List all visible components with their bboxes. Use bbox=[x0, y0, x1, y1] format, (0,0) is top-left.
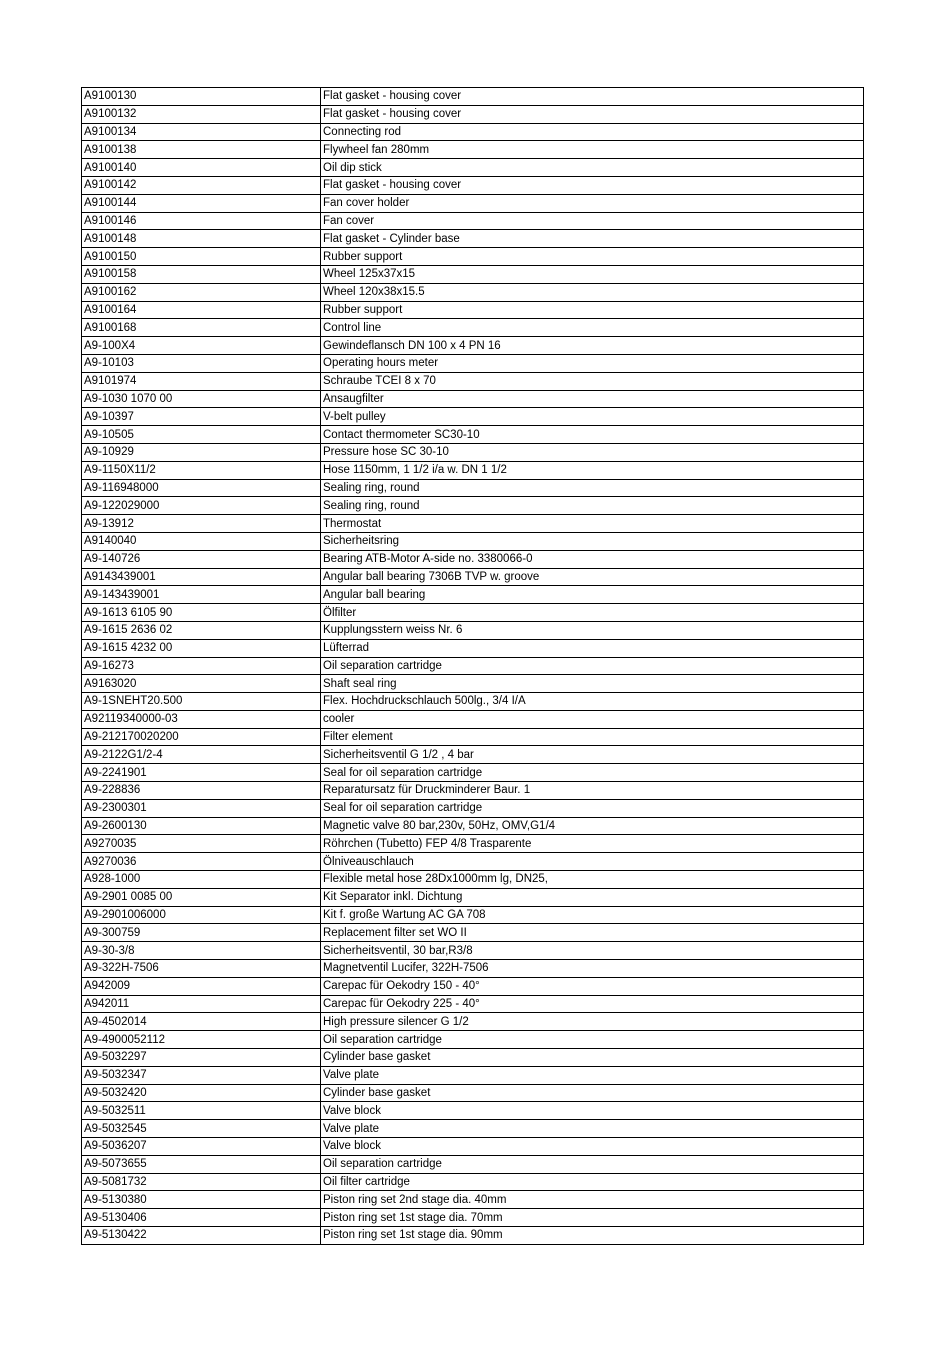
table-row bbox=[82, 604, 864, 622]
table-row bbox=[82, 390, 864, 408]
part-number-cell: A9100130 bbox=[82, 88, 321, 106]
part-description-cell: Valve block bbox=[321, 1138, 864, 1156]
part-description-cell: Seal for oil separation cartridge bbox=[321, 799, 864, 817]
table-row bbox=[82, 693, 864, 711]
part-number-cell: A9-4900052112 bbox=[82, 1031, 321, 1049]
part-number-cell: A9-116948000 bbox=[82, 479, 321, 497]
part-number-cell: A9-2901006000 bbox=[82, 906, 321, 924]
part-description-cell: High pressure silencer G 1/2 bbox=[321, 1013, 864, 1031]
part-description-cell: Shaft seal ring bbox=[321, 675, 864, 693]
part-description-cell: Valve plate bbox=[321, 1120, 864, 1138]
table-row bbox=[82, 728, 864, 746]
part-description-cell: Flex. Hochdruckschlauch 500lg., 3/4 I/A bbox=[321, 693, 864, 711]
table-row bbox=[82, 283, 864, 301]
table-row bbox=[82, 657, 864, 675]
part-description-cell: Rubber support bbox=[321, 248, 864, 266]
table-row bbox=[82, 1066, 864, 1084]
part-number-cell: A9-16273 bbox=[82, 657, 321, 675]
part-number-cell: A9-212170020200 bbox=[82, 728, 321, 746]
table-row bbox=[82, 764, 864, 782]
part-number-cell: A942009 bbox=[82, 977, 321, 995]
part-description-cell: Gewindeflansch DN 100 x 4 PN 16 bbox=[321, 337, 864, 355]
table-row bbox=[82, 1031, 864, 1049]
table-row bbox=[82, 159, 864, 177]
part-description-cell: Piston ring set 1st stage dia. 90mm bbox=[321, 1227, 864, 1245]
table-row bbox=[82, 515, 864, 533]
table-row bbox=[82, 176, 864, 194]
table-row bbox=[82, 88, 864, 106]
table-row bbox=[82, 746, 864, 764]
part-number-cell: A9-2241901 bbox=[82, 764, 321, 782]
part-description-cell: Oil filter cartridge bbox=[321, 1173, 864, 1191]
part-description-cell: Oil separation cartridge bbox=[321, 1155, 864, 1173]
part-number-cell: A9270035 bbox=[82, 835, 321, 853]
part-description-cell: Pressure hose SC 30-10 bbox=[321, 443, 864, 461]
part-number-cell: A9-1150X11/2 bbox=[82, 461, 321, 479]
part-number-cell: A9-5130422 bbox=[82, 1227, 321, 1245]
table-row bbox=[82, 817, 864, 835]
part-number-cell: A9101974 bbox=[82, 372, 321, 390]
part-number-cell: A9-300759 bbox=[82, 924, 321, 942]
part-description-cell: Oil separation cartridge bbox=[321, 1031, 864, 1049]
table-row bbox=[82, 1173, 864, 1191]
part-number-cell: A928-1000 bbox=[82, 871, 321, 889]
part-description-cell: Thermostat bbox=[321, 515, 864, 533]
part-number-cell: A9-10929 bbox=[82, 443, 321, 461]
part-number-cell: A9-10397 bbox=[82, 408, 321, 426]
table-row bbox=[82, 550, 864, 568]
table-row bbox=[82, 960, 864, 978]
part-description-cell: Schraube TCEI 8 x 70 bbox=[321, 372, 864, 390]
parts-table bbox=[81, 87, 864, 1245]
table-row bbox=[82, 1227, 864, 1245]
part-description-cell: Fan cover holder bbox=[321, 194, 864, 212]
part-description-cell: Oil separation cartridge bbox=[321, 657, 864, 675]
table-row bbox=[82, 532, 864, 550]
part-description-cell: Seal for oil separation cartridge bbox=[321, 764, 864, 782]
part-description-cell: Carepac für Oekodry 225 - 40° bbox=[321, 995, 864, 1013]
part-description-cell: Ansaugfilter bbox=[321, 390, 864, 408]
table-row bbox=[82, 942, 864, 960]
part-number-cell: A9-2600130 bbox=[82, 817, 321, 835]
part-description-cell: Magnetventil Lucifer, 322H-7506 bbox=[321, 960, 864, 978]
table-row bbox=[82, 871, 864, 889]
part-number-cell: A9270036 bbox=[82, 853, 321, 871]
part-description-cell: Flat gasket - housing cover bbox=[321, 88, 864, 106]
part-number-cell: A9100138 bbox=[82, 141, 321, 159]
table-row bbox=[82, 1084, 864, 1102]
table-row bbox=[82, 1209, 864, 1227]
table-row bbox=[82, 248, 864, 266]
parts-table-body bbox=[82, 88, 864, 1245]
part-number-cell: A9-2122G1/2-4 bbox=[82, 746, 321, 764]
table-row bbox=[82, 799, 864, 817]
part-number-cell: A9-5032297 bbox=[82, 1049, 321, 1067]
table-row bbox=[82, 888, 864, 906]
table-row bbox=[82, 639, 864, 657]
part-number-cell: A9140040 bbox=[82, 532, 321, 550]
part-description-cell: Angular ball bearing 7306B TVP w. groove bbox=[321, 568, 864, 586]
part-number-cell: A9-122029000 bbox=[82, 497, 321, 515]
table-row bbox=[82, 301, 864, 319]
part-description-cell: cooler bbox=[321, 710, 864, 728]
part-number-cell: A9-4502014 bbox=[82, 1013, 321, 1031]
part-description-cell: Kupplungsstern weiss Nr. 6 bbox=[321, 621, 864, 639]
table-row bbox=[82, 337, 864, 355]
table-row bbox=[82, 782, 864, 800]
part-number-cell: A9143439001 bbox=[82, 568, 321, 586]
part-description-cell: Sealing ring, round bbox=[321, 479, 864, 497]
table-row bbox=[82, 123, 864, 141]
part-number-cell: A9-5130380 bbox=[82, 1191, 321, 1209]
part-number-cell: A9-1030 1070 00 bbox=[82, 390, 321, 408]
part-description-cell: Sicherheitsring bbox=[321, 532, 864, 550]
part-description-cell: Flywheel fan 280mm bbox=[321, 141, 864, 159]
part-description-cell: V-belt pulley bbox=[321, 408, 864, 426]
table-row bbox=[82, 265, 864, 283]
table-row bbox=[82, 1102, 864, 1120]
part-description-cell: Ölfilter bbox=[321, 604, 864, 622]
table-row bbox=[82, 853, 864, 871]
part-number-cell: A9100168 bbox=[82, 319, 321, 337]
part-number-cell: A9100134 bbox=[82, 123, 321, 141]
part-description-cell: Wheel 125x37x15 bbox=[321, 265, 864, 283]
table-row bbox=[82, 906, 864, 924]
part-description-cell: Kit Separator inkl. Dichtung bbox=[321, 888, 864, 906]
part-number-cell: A9100164 bbox=[82, 301, 321, 319]
part-description-cell: Filter element bbox=[321, 728, 864, 746]
part-number-cell: A9-30-3/8 bbox=[82, 942, 321, 960]
part-description-cell: Wheel 120x38x15.5 bbox=[321, 283, 864, 301]
part-number-cell: A9163020 bbox=[82, 675, 321, 693]
part-number-cell: A9-5032420 bbox=[82, 1084, 321, 1102]
part-number-cell: A9100158 bbox=[82, 265, 321, 283]
part-number-cell: A9-140726 bbox=[82, 550, 321, 568]
part-description-cell: Flat gasket - housing cover bbox=[321, 176, 864, 194]
part-number-cell: A9100144 bbox=[82, 194, 321, 212]
part-description-cell: Flat gasket - Cylinder base bbox=[321, 230, 864, 248]
part-number-cell: A9-2300301 bbox=[82, 799, 321, 817]
part-number-cell: A9100150 bbox=[82, 248, 321, 266]
table-row bbox=[82, 924, 864, 942]
table-row bbox=[82, 710, 864, 728]
table-row bbox=[82, 1049, 864, 1067]
part-description-cell: Angular ball bearing bbox=[321, 586, 864, 604]
part-description-cell: Magnetic valve 80 bar,230v, 50Hz, OMV,G1/4 bbox=[321, 817, 864, 835]
table-row bbox=[82, 1120, 864, 1138]
table-row bbox=[82, 1013, 864, 1031]
part-number-cell: A9-5130406 bbox=[82, 1209, 321, 1227]
table-row bbox=[82, 354, 864, 372]
part-description-cell: Ölniveauschlauch bbox=[321, 853, 864, 871]
table-row bbox=[82, 586, 864, 604]
part-description-cell: Bearing ATB-Motor A-side no. 3380066-0 bbox=[321, 550, 864, 568]
part-number-cell: A9-1615 4232 00 bbox=[82, 639, 321, 657]
part-number-cell: A9100146 bbox=[82, 212, 321, 230]
part-number-cell: A9-10505 bbox=[82, 426, 321, 444]
part-number-cell: A9-2901 0085 00 bbox=[82, 888, 321, 906]
table-row bbox=[82, 372, 864, 390]
part-number-cell: A9-1615 2636 02 bbox=[82, 621, 321, 639]
part-number-cell: A942011 bbox=[82, 995, 321, 1013]
part-description-cell: Fan cover bbox=[321, 212, 864, 230]
part-description-cell: Valve block bbox=[321, 1102, 864, 1120]
part-description-cell: Lüfterrad bbox=[321, 639, 864, 657]
part-number-cell: A9-322H-7506 bbox=[82, 960, 321, 978]
table-row bbox=[82, 977, 864, 995]
part-description-cell: Control line bbox=[321, 319, 864, 337]
part-description-cell: Reparatursatz für Druckminderer Baur. 1 bbox=[321, 782, 864, 800]
table-row bbox=[82, 408, 864, 426]
part-description-cell: Flexible metal hose 28Dx1000mm lg, DN25, bbox=[321, 871, 864, 889]
part-number-cell: A9-5032511 bbox=[82, 1102, 321, 1120]
part-number-cell: A9100162 bbox=[82, 283, 321, 301]
part-number-cell: A9-5081732 bbox=[82, 1173, 321, 1191]
part-number-cell: A92119340000-03 bbox=[82, 710, 321, 728]
part-number-cell: A9-100X4 bbox=[82, 337, 321, 355]
table-row bbox=[82, 426, 864, 444]
table-row bbox=[82, 497, 864, 515]
table-row bbox=[82, 461, 864, 479]
part-number-cell: A9-10103 bbox=[82, 354, 321, 372]
table-row bbox=[82, 194, 864, 212]
table-row bbox=[82, 675, 864, 693]
table-row bbox=[82, 568, 864, 586]
table-row bbox=[82, 443, 864, 461]
part-description-cell: Rubber support bbox=[321, 301, 864, 319]
table-row bbox=[82, 141, 864, 159]
part-description-cell: Carepac für Oekodry 150 - 40° bbox=[321, 977, 864, 995]
part-number-cell: A9-1613 6105 90 bbox=[82, 604, 321, 622]
table-row bbox=[82, 835, 864, 853]
part-description-cell: Connecting rod bbox=[321, 123, 864, 141]
part-number-cell: A9100148 bbox=[82, 230, 321, 248]
part-description-cell: Cylinder base gasket bbox=[321, 1049, 864, 1067]
part-number-cell: A9-5073655 bbox=[82, 1155, 321, 1173]
part-number-cell: A9-13912 bbox=[82, 515, 321, 533]
part-description-cell: Sicherheitsventil G 1/2 , 4 bar bbox=[321, 746, 864, 764]
part-number-cell: A9100140 bbox=[82, 159, 321, 177]
part-description-cell: Sicherheitsventil, 30 bar,R3/8 bbox=[321, 942, 864, 960]
part-description-cell: Replacement filter set WO II bbox=[321, 924, 864, 942]
part-number-cell: A9-228836 bbox=[82, 782, 321, 800]
table-row bbox=[82, 1191, 864, 1209]
table-row bbox=[82, 1155, 864, 1173]
table-row bbox=[82, 105, 864, 123]
table-row bbox=[82, 230, 864, 248]
part-description-cell: Sealing ring, round bbox=[321, 497, 864, 515]
part-description-cell: Röhrchen (Tubetto) FEP 4/8 Trasparente bbox=[321, 835, 864, 853]
table-row bbox=[82, 995, 864, 1013]
part-description-cell: Oil dip stick bbox=[321, 159, 864, 177]
part-number-cell: A9-5032347 bbox=[82, 1066, 321, 1084]
part-description-cell: Contact thermometer SC30-10 bbox=[321, 426, 864, 444]
table-row bbox=[82, 1138, 864, 1156]
part-description-cell: Hose 1150mm, 1 1/2 i/a w. DN 1 1/2 bbox=[321, 461, 864, 479]
part-description-cell: Flat gasket - housing cover bbox=[321, 105, 864, 123]
part-number-cell: A9-5032545 bbox=[82, 1120, 321, 1138]
part-number-cell: A9-5036207 bbox=[82, 1138, 321, 1156]
table-row bbox=[82, 621, 864, 639]
table-row bbox=[82, 212, 864, 230]
part-description-cell: Kit f. große Wartung AC GA 708 bbox=[321, 906, 864, 924]
part-number-cell: A9100142 bbox=[82, 176, 321, 194]
part-number-cell: A9100132 bbox=[82, 105, 321, 123]
table-row bbox=[82, 479, 864, 497]
part-description-cell: Piston ring set 1st stage dia. 70mm bbox=[321, 1209, 864, 1227]
part-description-cell: Operating hours meter bbox=[321, 354, 864, 372]
part-description-cell: Piston ring set 2nd stage dia. 40mm bbox=[321, 1191, 864, 1209]
table-row bbox=[82, 319, 864, 337]
part-number-cell: A9-143439001 bbox=[82, 586, 321, 604]
part-description-cell: Cylinder base gasket bbox=[321, 1084, 864, 1102]
part-number-cell: A9-1SNEHT20.500 bbox=[82, 693, 321, 711]
part-description-cell: Valve plate bbox=[321, 1066, 864, 1084]
